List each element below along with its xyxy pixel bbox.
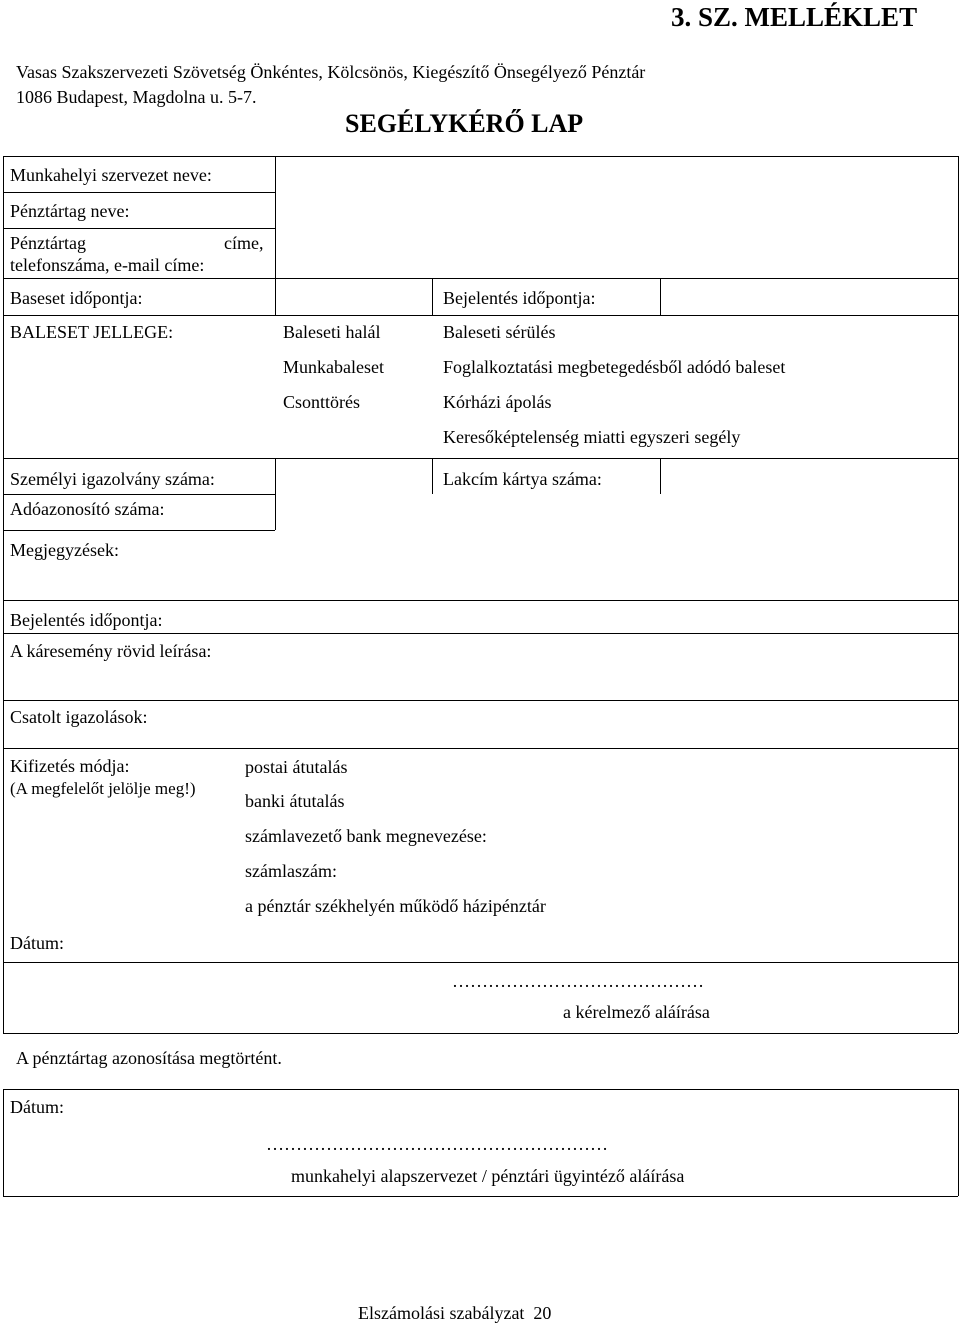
bank-name-label: számlavezető bank megnevezése:: [245, 826, 487, 846]
date-label-1: Dátum:: [10, 933, 64, 953]
payment-option-bank[interactable]: banki átutalás: [245, 791, 345, 811]
id-card-label: Személyi igazolvány száma:: [10, 469, 215, 489]
page-footer: Elszámolási szabályzat 20: [358, 1303, 552, 1323]
workplace-org-label: Munkahelyi szervezet neve:: [10, 165, 212, 185]
date-label-2: Dátum:: [10, 1097, 64, 1117]
form-title: SEGÉLYKÉRŐ LAP: [345, 109, 584, 138]
member-address-label-b: címe,: [224, 233, 264, 253]
address-card-label: Lakcím kártya száma:: [443, 469, 602, 489]
applicant-signature-label: a kérelmező aláírása: [563, 1002, 710, 1022]
member-address-label-a: Pénztártag: [10, 233, 86, 253]
event-description-label: A káresemény rövid leírása:: [10, 641, 212, 661]
payment-option-postal[interactable]: postai átutalás: [245, 757, 348, 777]
annex-label: 3. SZ. MELLÉKLET: [671, 2, 918, 32]
accident-option-fracture[interactable]: Csonttörés: [283, 392, 361, 412]
applicant-signature-dots: ……………………………………: [452, 971, 704, 991]
org-name: Vasas Szakszervezeti Szövetség Önkéntes, Kölcsönös, Kiegészítő Önsegélyező Pénztár: [16, 62, 646, 82]
accident-option-injury[interactable]: Baleseti sérülés: [443, 322, 556, 342]
accident-option-incapacity[interactable]: Keresőképtelenség miatti egyszeri segély: [443, 427, 741, 447]
report-time-2-label: Bejelentés időpontja:: [10, 610, 163, 630]
member-identified-text: A pénztártag azonosítása megtörtént.: [16, 1048, 282, 1068]
notes-label: Megjegyzések:: [10, 540, 119, 560]
officer-signature-dots: …………………………………………………: [266, 1134, 608, 1154]
report-time-label: Bejelentés időpontja:: [443, 288, 596, 308]
accident-type-label: BALESET JELLEGE:: [10, 322, 174, 342]
accident-option-work[interactable]: Munkabaleset: [283, 357, 384, 377]
payment-method-hint: (A megfelelőt jelölje meg!): [10, 779, 196, 798]
payment-option-cash[interactable]: a pénztár székhelyén működő házipénztár: [245, 896, 546, 916]
member-contact-label: telefonszáma, e-mail címe:: [10, 255, 205, 275]
account-number-label: számlaszám:: [245, 861, 337, 881]
accident-option-occupational[interactable]: Foglalkoztatási megbetegedésből adódó baleset: [443, 357, 786, 377]
officer-signature-label: munkahelyi alapszervezet / pénztári ügyintéző aláírása: [291, 1166, 685, 1186]
member-name-label: Pénztártag neve:: [10, 201, 130, 221]
payment-method-label: Kifizetés módja:: [10, 756, 130, 776]
org-address: 1086 Budapest, Magdolna u. 5-7.: [16, 87, 257, 107]
attachments-label: Csatolt igazolások:: [10, 707, 148, 727]
accident-option-fatal[interactable]: Baleseti halál: [283, 322, 381, 342]
tax-id-label: Adóazonosító száma:: [10, 499, 165, 519]
accident-time-label: Baseset időpontja:: [10, 288, 143, 308]
accident-option-hospital[interactable]: Kórházi ápolás: [443, 392, 552, 412]
